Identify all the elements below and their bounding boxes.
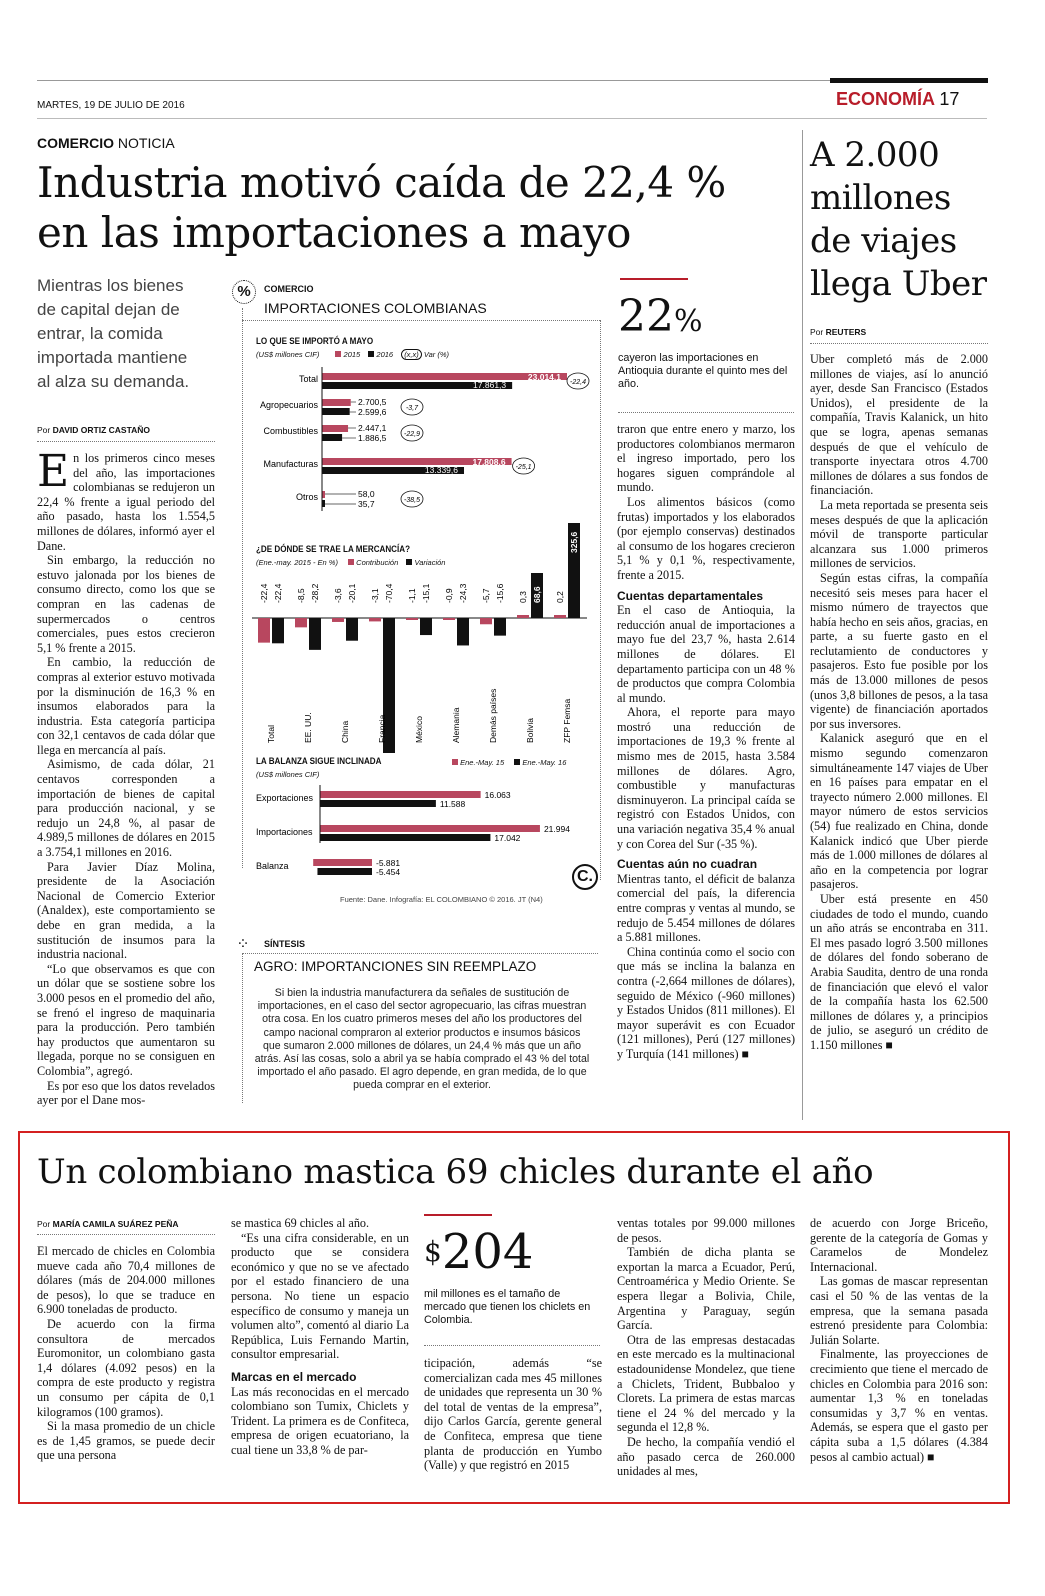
paragraph: “Es una cifra considerable, en un producto que se considera económico y que no se ve afectado por el estado financiero de una persona. No tiene un espacio específico de consumo y maneja un volumen alto”, comentó al diario La República, Luis Fernando Martin, consultor empresarial. [231,1230,409,1362]
chart3-title: LA BALANZA SIGUE INCLINADA [256,756,382,767]
headline-line-2: en las importaciones a mayo [37,208,631,257]
chart1-label-2015: 2.447,1 [358,423,387,433]
paragraph: Para Javier Díaz Molina, presidente de la Asociación Nacional de Comercio Exterior (Analdex), este comportamiento se debe en gran medida, a la sustitución de insumos para la industria nacional. [37,859,215,962]
paragraph: Si la masa promedio de un chicle es de 1,45 gramos, se puede decir que una persona [37,1419,215,1463]
paragraph: Sin embargo, la reducción no estuvo jalonada por los bienes de consumo directo, como los que se compran en las cadenas de supermercados o centros comerciales, pues estos crecieron 5,1 % frente a 2015. [37,553,215,655]
sintesis-text: Si bien la industria manufacturera da señales de sustitución de importaciones, en el caso del sector agropecuario, las cifras muestran otra cosa. En los cuatro primeros meses del año los productores del campo nacional compraron al exterior productos e insumos básicos que sumaron 2.000 millones de dólares, un 24,4 % más que un año atrás. Así las cosas, solo a abril ya se había comprado el 43 % del total importado el año pasado. El agro depende, en gran medida, de lo que pueda comprar en el exterior. [254,987,590,1092]
chicle-col1 [37,1244,215,1463]
chart1-category-label: Combustibles [263,426,318,436]
paragraph: China continúa como el socio con que más se inclina la balanza en contra (-2,664 millones de dólares), seguido de México (-960 millones) y Estados Unidos (811 millones). El mayor superávit es con Ecuador (121 millones), Perú (127 millones) y Turquía (141 millones) ■ [617,944,795,1061]
stat-rule [620,278,688,280]
chart3-label-15: 16.063 [484,790,511,800]
chart2-category-label: Bolivia [525,717,535,743]
kicker-light: NOTICIA [117,135,175,151]
legend-var-symbol: (x,x) [401,349,422,360]
chart3-bar-16 [320,800,436,807]
chart1-bar-2015 [322,425,348,432]
headline-line: llega Uber [810,264,987,304]
stat-bottom-rule [618,412,794,413]
sintesis-box [232,935,604,1120]
chart2-bar-contribution [295,618,307,627]
byline-name: REUTERS [825,327,867,337]
paragraph [37,446,215,553]
column-divider [802,130,803,1120]
chart1-variation-label: -25,1 [515,464,532,471]
chart3-category-label: Importaciones [256,827,313,837]
legend-swatch-2015 [335,351,341,357]
byline-prefix: Por [37,1219,51,1229]
chart2-label-contribution: 0,2 [555,591,565,603]
main-col1 [37,446,215,1108]
paragraph: Ahora, el reporte para mayo mostró una reducción de importaciones de 19,3 % frente al mismo mes de 2015, hasta 3.584 millones de dólares. Agro, combustible y manufacturas disminuyeron. La principal caída se registró con Estados Unidos, con una variación negativa 35,4 % anual y con Corea del Sur (-35 %). [617,705,795,851]
stat-caption: cayeron las importaciones en Antioquia durante el quinto mes del año. [618,352,788,390]
legend-swatch-15 [452,759,458,765]
paragraph: La meta reportada se presenta seis meses después de que la aplicación móvil de transporte particular alcanzara sus 1.000 primeros millones de servicios. [810,497,988,571]
main-col3 [617,422,795,1062]
paragraph: Finalmente, las proyecciones de crecimiento que tiene el mercado de chicles en Colombia para 2016 son: aumentar 1,3 % en toneladas consumidas y 3,7 % en ventas. Además, se espera que el gasto per cápita suba a 1,5 dólares (4.384 pesos al cambio actual) ■ [810,1347,988,1464]
uber-byline [810,327,866,337]
stat-value: 22 [618,291,674,342]
sintesis-kicker: SÍNTESIS [264,939,306,949]
chart3-label-16: -5.454 [376,867,401,877]
chart1-title: LO QUE SE IMPORTÓ A MAYO [256,336,374,347]
kicker-bold: COMERCIO [37,135,114,151]
byline-prefix: Por [810,327,824,337]
legend-swatch-2016 [368,351,374,357]
stat-unit: % [674,304,703,339]
stat-currency: $ [424,1235,442,1268]
paragraph: ticipación, además “se comercializan cada mes 45 millones de unidades que representa un 30 % del total de ventas de la empresa”, dijo Carlos García, gerente general de Confiteca, empresa que tiene planta de producción en Yumbo (Valle) y que registró en 2015 [424,1356,602,1473]
legend-swatch-16 [514,759,520,765]
stat-22 [618,292,703,347]
infographic-credit: Fuente: Dane. Infografía: EL COLOMBIANO © 2016. JT (N4) [340,895,543,904]
chart1-bar-2016 [322,408,350,415]
deck-line: entrar, la comida [37,324,163,343]
paragraph: Los alimentos básicos (como frutas) importados y los elaborados (por ejemplo conservas) destinados al consumo de los hogares crecieron 5,1 % y 0,1 %, respectivamente, frente a 2015. [617,494,795,582]
paragraph: Las más reconocidas en el mercado colombiano son Tumix, Chiclets y Trident. La primera es de Confiteca, empresa de origen ecuatoriano, la cual tiene un 33,8 % de par- [231,1384,409,1457]
chart1-label-2016: 1.886,5 [358,433,387,443]
paragraph: “Lo que observamos es que con un dólar que se sostiene sobre los 3.000 pesos en el promedio del año, se frenó el ingreso de maquinaria para la producción. Pero también hay productos que aumentaron su llegada, porque no se consiguen en Colombia”, agregó. [37,961,215,1078]
paragraph: En el caso de Antioquia, la reducción anual de importaciones a mayo fue del 23,7 %, hasta 2.614 millones de dólares. El departamento participa con un 48 % de productos que compra Colombia al mundo. [617,603,795,705]
chart3-bar-15 [320,791,481,798]
header-section-bar [830,78,988,83]
paragraph: se mastica 69 chicles al año. [231,1216,370,1230]
legend-label: Ene.-May. 16 [522,758,567,767]
chart2-label-variation: -70,4 [384,583,394,603]
chart1-category-label: Manufacturas [263,459,318,469]
chicle-stat-bottom-rule [424,1345,600,1346]
chart2-bar-variation [346,618,358,641]
chart1-variation-label: -38,5 [404,497,420,504]
chart3-category-label: Balanza [256,861,289,871]
chart2-title: ¿DE DÓNDE SE TRAE LA MERCANCÍA? [256,544,411,555]
chart2-category-label: ZFP Femsa [562,698,572,743]
chart2-category-label: Alemania [451,707,461,743]
article-deck [37,274,217,394]
headline-line: A 2.000 [810,135,940,175]
paragraph: Uber completó más de 2.000 millones de viajes, así lo anunció ayer, desde San Francisco (Estados Unidos), el presidente de la compañía, Travis Kalanick, un hito que se logra, apenas semanas después de que el vehículo de transporte inyectara otros 4.700 millones de dólares a sus fondos de financiación. [810,352,988,498]
infographic-kicker: COMERCIO [264,284,314,294]
deck-line: importada mantiene [37,348,188,367]
chart2-label-variation: -22,4 [273,583,283,603]
chart2-category-label: México [414,716,424,743]
chart2-category-label: Total [266,725,276,743]
chart1-label-2015: 17.808,6 [472,457,506,467]
paragraph: De acuerdo con la firma consultora de mercados Euromonitor, un colombiano gasta 1,4 dólares (4.092 pesos) en la compra de este producto y registra un consumo per cápita de 0,1 kilogramos (100 gramos). [37,1316,215,1419]
main-byline [37,425,150,435]
legend-label: 2016 [376,350,394,359]
chart1-category-label: Otros [295,492,318,502]
paragraph-text: n los primeros cinco meses del año, las importaciones colombianas se redujeron un 22,4 % frente a igual periodo del año pasado, hasta los 1.554,5 millones de dólares, informó ayer el Dane. [37,451,215,553]
chart1-label-2016: 35,7 [358,499,375,509]
chart2-category-label: China [340,720,350,743]
chart3-category-label: Exportaciones [256,793,314,803]
chart2-bar-contribution [258,618,270,643]
subhead: Cuentas aún no cuadran [617,857,758,872]
paragraph: Mientras tanto, el déficit de balanza comercial del país, la diferencia entre compras y ventas al mundo, se redujo de 5.454 millones de dólares a 5.881 millones. [617,871,795,945]
chart1-subtitle: (US$ millones CIF) [256,350,320,359]
dropcap: E [37,446,70,497]
article-kicker [37,135,175,151]
chart3-legend [452,758,566,767]
stat-value: 204 [441,1224,534,1280]
chart1-label-2016: 13.339,6 [424,465,459,475]
chicle-stat [424,1224,533,1280]
chart2-label-contribution: -5,7 [481,588,491,603]
uber-byline-rule [810,343,988,344]
chart2-bar-contribution [406,618,418,620]
infographic [232,278,604,908]
deck-line: de capital dejan de [37,300,180,319]
chart2-label-contribution: -3,6 [333,588,343,603]
main-headline [37,158,726,258]
chart2-category-label: Demás países [488,688,498,743]
chart2-label-variation: -24,3 [458,583,468,603]
paragraph: De hecho, la compañía vendió el año pasado cerca de 260.000 unidades al mes, [617,1434,795,1479]
paragraph: Las gomas de mascar representan casi el 50 % de las ventas de la empresa, que la semana pasada estrenó presidente para Colombia: Julián Solarte. [810,1274,988,1347]
chart3-bar-16 [317,868,372,875]
chart2-label-contribution: 0,3 [518,591,528,603]
chart1-bar-2016 [322,434,342,441]
paragraph: Kalanick aseguró que en el mismo segundo comenzaron simultáneamente 147 viajes de Uber en 16 países para empatar en el trayecto número 2.000 millones. El mayor número de estos servicios (54) fue realizado en China, donde Kalanick indicó que Uber pierde más de 1.000 millones de dólares al año en la competencia por lograr pasajeros. [810,731,988,892]
byline-prefix: Por [37,425,51,435]
chart1-bar-2015 [322,399,351,406]
chart1-label-2016: 17.861,3 [473,380,507,390]
chart3-bar-15 [313,859,372,866]
paragraph: Otra de las empresas destacadas en este mercado es la multinacional estadounidense Mondelez, que tiene a Chiclets, Trident, Bubbaloo y Clorets. La primera de estas marcas tiene el 24 % del mercado y la segunda el 12,8 %. [617,1332,795,1435]
section-name: ECONOMÍA [836,89,935,109]
legend-label: Variación [414,558,446,567]
paragraph: Es por eso que los datos revelados ayer por el Dane mos- [37,1078,215,1108]
chart1-label-2015: 58,0 [358,489,375,499]
chicle-stat-rule [424,1214,492,1216]
subhead: Cuentas departamentales [617,588,764,603]
chart2-svg [232,513,604,753]
chart1-variation-label: -22,4 [570,379,586,386]
chart3-subtitle: (US$ millones CIF) [256,770,320,779]
chart1-category-label: Agropecuarios [259,400,318,410]
header-date: MARTES, 19 DE JULIO DE 2016 [37,100,185,111]
chart3-svg [232,783,604,883]
chart2-label-contribution: -3,1 [370,588,380,603]
chart2-label-variation: -20,1 [347,583,357,603]
paragraph: traron que entre enero y marzo, los productores colombianos mermaron el ingreso importado, pero los hogares siguen comprándole al mundo. [617,422,795,495]
byline-name: DAVID ORTIZ CASTAÑO [52,425,151,435]
chart1-label-2016: 2.599,6 [358,407,387,417]
headline-line-1: Industria motivó caída de 22,4 % [37,158,726,207]
byline-rule [37,441,215,442]
legend-label: 2015 [343,350,361,359]
chart1-label-2015: 23.014,1 [527,372,561,382]
paragraph: Asimismo, de cada dólar, 21 centavos corresponden a importación de bienes de capital para producción nacional, y se redujo un 24,8 %, al pasar de 4.989,5 millones de dólares en 2015 a 3.754,1 millones en 2016. [37,757,215,860]
chart3-bar-15 [320,825,540,832]
headline-line: de viajes [810,221,957,261]
chart2-bar-contribution [369,618,381,621]
chicle-byline [37,1219,179,1229]
chart2-bar-variation [309,618,321,650]
chart1-label-2015: 2.700,5 [358,397,387,407]
infographic-frame-top [242,320,600,321]
legend-label: Contribución [356,558,399,567]
chart2-bar-variation [272,618,284,643]
chart2-bar-contribution [443,618,455,620]
infographic-logo: C. [572,864,598,890]
chart2-bar-variation [420,618,432,635]
chart2-label-contribution: -1,1 [407,588,417,603]
chart2-label-variation: -15,1 [421,583,431,603]
chicle-col2 [231,1216,409,1458]
chart1-variation-label: -22,9 [404,431,420,438]
chart2-label-variation: -15,6 [495,583,505,603]
sintesis-title: AGRO: IMPORTANCIONES SIN REEMPLAZO [254,959,537,974]
infographic-title: IMPORTACIONES COLOMBIANAS [264,300,487,316]
chart1-category-label: Total [298,374,318,384]
chart1-variation-label: -3,7 [405,405,419,412]
uber-body [810,352,988,1053]
paragraph: También de dicha planta se exportan la marca a Ecuador, Perú, Centroamérica y Medio Oriente. Se espera llegar a Bolivia, Chile, Argentina y Paraguay, según García. [617,1245,795,1333]
deck-line: Mientras los bienes [37,276,184,295]
chart2-label-variation: 68,6 [532,586,542,603]
chicle-col3 [424,1356,602,1473]
chicle-col5 [810,1216,988,1464]
chart2-label-contribution: -0,9 [444,588,454,603]
paragraph: Uber está presente en 450 ciudades de todo el mundo, cuando un año atrás se encontraba en 311. El mes pasado logró 3.500 millones de dólares del fondo soberano de Arabia Saudita, dentro de una ronda de financiación que elevó el valor de la compañía hasta los 62.500 millones de dólares y, a principios de julio, se aseguró un crédito de 1.150 millones ■ [810,891,988,1052]
chart2-label-contribution: -22,4 [259,583,269,603]
paragraph: ventas totales por 99.000 millones de pesos. [617,1216,795,1245]
chart3-label-15: 21.994 [543,824,570,834]
paragraph: Según estas cifras, la compañía necesitó seis meses para hacer el mismo número de trayectos que había hecho en seis años, gracias, en parte, a su fuerte gasto en el reclutamiento de conductores y pasajeros. Esto fue posible por los más de 13.000 millones de pesos (unos 3,8 billones de pesos, a la tasa vigente) de financiación aportados por sus inversores. [810,570,989,731]
chicle-col4 [617,1216,795,1479]
chart3-label-16: 11.588 [439,799,466,809]
chart1-svg [232,363,604,528]
header-section [836,89,959,110]
chart2-label-variation: -28,2 [310,583,320,603]
percent-icon: % [232,280,256,304]
chart2-category-label: EE. UU. [303,712,313,743]
chicle-headline: Un colombiano mastica 69 chicles durante el año [37,1152,874,1192]
uber-headline [810,134,987,306]
chart2-bar-contribution [554,615,566,618]
chart2-label-contribution: -8,5 [296,588,306,603]
paragraph: El mercado de chicles en Colombia mueve cada año 70,4 millones de dólares (más de 204.000 millones de pesos), lo que se traduce en 6.900 toneladas de producto. [37,1244,215,1317]
headline-line: millones [810,178,951,218]
chart2-label-variation: 325,6 [569,531,579,553]
chart2-category-label: Francia [377,714,387,743]
paragraph: En cambio, la reducción de compras al exterior estuvo motivada por la disminución de 16,3 % en insumos elaborados para la industria. Esta categoría participa con 32,1 centavos de cada dólar que llega en mercancía al país. [37,655,215,757]
chart2-bar-variation [494,618,506,636]
byline-name: MARÍA CAMILA SUÁREZ PEÑA [52,1219,179,1229]
chart2-bar-contribution [517,615,529,618]
legend-label: Ene.-May. 15 [460,758,505,767]
chart2-bar-contribution [332,618,344,622]
chart2-bar-contribution [480,618,492,624]
chart3-bar-16 [320,834,490,841]
paragraph: de acuerdo con Jorge Briceño, gerente de la categoría de Gomas y Caramelos de Mondelez Internacional. [810,1216,988,1274]
sintesis-icon: ⁘ [236,936,250,953]
subhead: Marcas en el mercado [231,1369,357,1384]
chicle-stat-caption: mil millones es el tamaño de mercado que tienen los chiclets en Colombia. [424,1288,591,1326]
deck-line: al alza su demanda. [37,372,190,391]
chart2-subtitle: (Ene.-may. 2015 - En %) [256,558,338,567]
header-bottom-rule [37,118,987,119]
chart3-label-15: -5.881 [376,858,401,868]
legend-label: Var (%) [423,350,450,359]
chart1-legend [256,349,449,360]
page-number: 17 [939,89,960,109]
chicle-byline-rule [37,1234,215,1235]
chart3-label-16: 17.042 [494,833,521,843]
chart2-bar-variation [457,618,469,645]
